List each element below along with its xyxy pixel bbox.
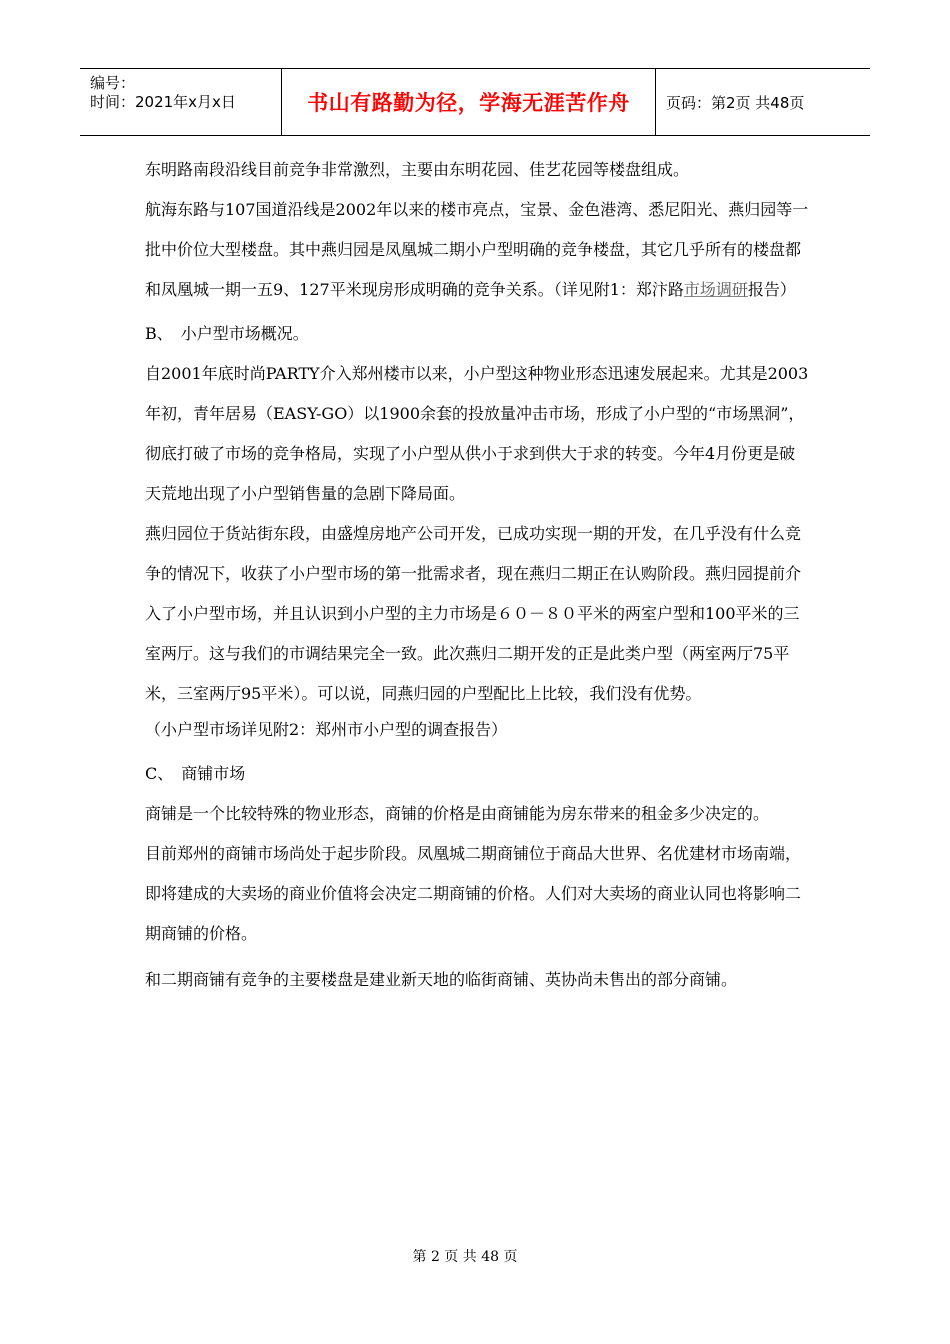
paragraph: 东明路南段沿线目前竞争非常激烈，主要由东明花园、佳艺花园等楼盘组成。 xyxy=(145,160,690,179)
paragraph: 商铺是一个比较特殊的物业形态，商铺的价格是由商铺能为房东带来的租金多少决定的。 xyxy=(145,804,770,823)
page-header xyxy=(80,68,870,136)
section-heading-b: B、 小户型市场概况。 xyxy=(145,324,309,343)
document-body xyxy=(145,150,810,1000)
paragraph-text: 报告） xyxy=(747,280,796,299)
document-number-label: 编号： xyxy=(90,74,136,92)
market-research-link[interactable]: 市场调研 xyxy=(683,280,748,299)
paragraph: 燕归园位于货站街东段，由盛煌房地产公司开发，已成功实现一期的开发，在几乎没有什么竞争的情况下，收获了小户型市场的第一批需求者，现在燕归二期正在认购阶段。燕归园提前介入了小户型市场，并且认识到小户型的主力市场是６０－８０平米的两室户型和100平米的三室两厅。这与我们的市调结果完全一致。此次燕归二期开发的正是此类户型（两室两厅75平米，三室两厅95平米）。可以说，同燕归园的户型配比上比较，我们没有优势。 xyxy=(145,524,802,703)
page-footer: 第 2 页 共 48 页 xyxy=(412,1249,518,1265)
paragraph: 自2001年底时尚PARTY介入郑州楼市以来，小户型这种物业形态迅速发展起来。尤其是2003年初，青年居易（EASY-GO）以1900余套的投放量冲击市场，形成了小户型的“市场黑洞”，彻底打破了市场的竞争格局，实现了小户型从供小于求到供大于求的转变。今年4月份更是破天荒地出现了小户型销售量的急剧下降局面。 xyxy=(145,364,809,503)
header-motto: 书山有路勤为径，学海无涯苦作舟 xyxy=(281,69,656,135)
paragraph: 目前郑州的商铺市场尚处于起步阶段。凤凰城二期商铺位于商品大世界、名优建材市场南端，即将建成的大卖场的商业价值将会决定二期商铺的价格。人们对大卖场的商业认同也将影响二期商铺的价格。 xyxy=(145,844,802,943)
paragraph: （小户型市场详见附2：郑州市小户型的调查报告） xyxy=(145,720,508,739)
paragraph-text: 航海东路与107国道沿线是2002年以来的楼市亮点，宝景、金色港湾、悉尼阳光、燕归园等一批中价位大型楼盘。其中燕归园是凤凰城二期小户型明确的竞争楼盘，其它几乎所有的楼盘都和凤凰城一期一五9、127平米现房形成明确的竞争关系。（详见附1：郑汴路 xyxy=(145,200,809,299)
paragraph: 和二期商铺有竞争的主要楼盘是建业新天地的临街商铺、英协尚未售出的部分商铺。 xyxy=(145,970,738,989)
paragraph xyxy=(145,190,810,310)
section-heading-c: C、 商铺市场 xyxy=(145,764,246,783)
header-meta xyxy=(80,69,281,135)
header-page-info: 页码：第2页 共48页 xyxy=(666,93,805,112)
document-date: 时间：2021年x月x日 xyxy=(90,93,236,111)
